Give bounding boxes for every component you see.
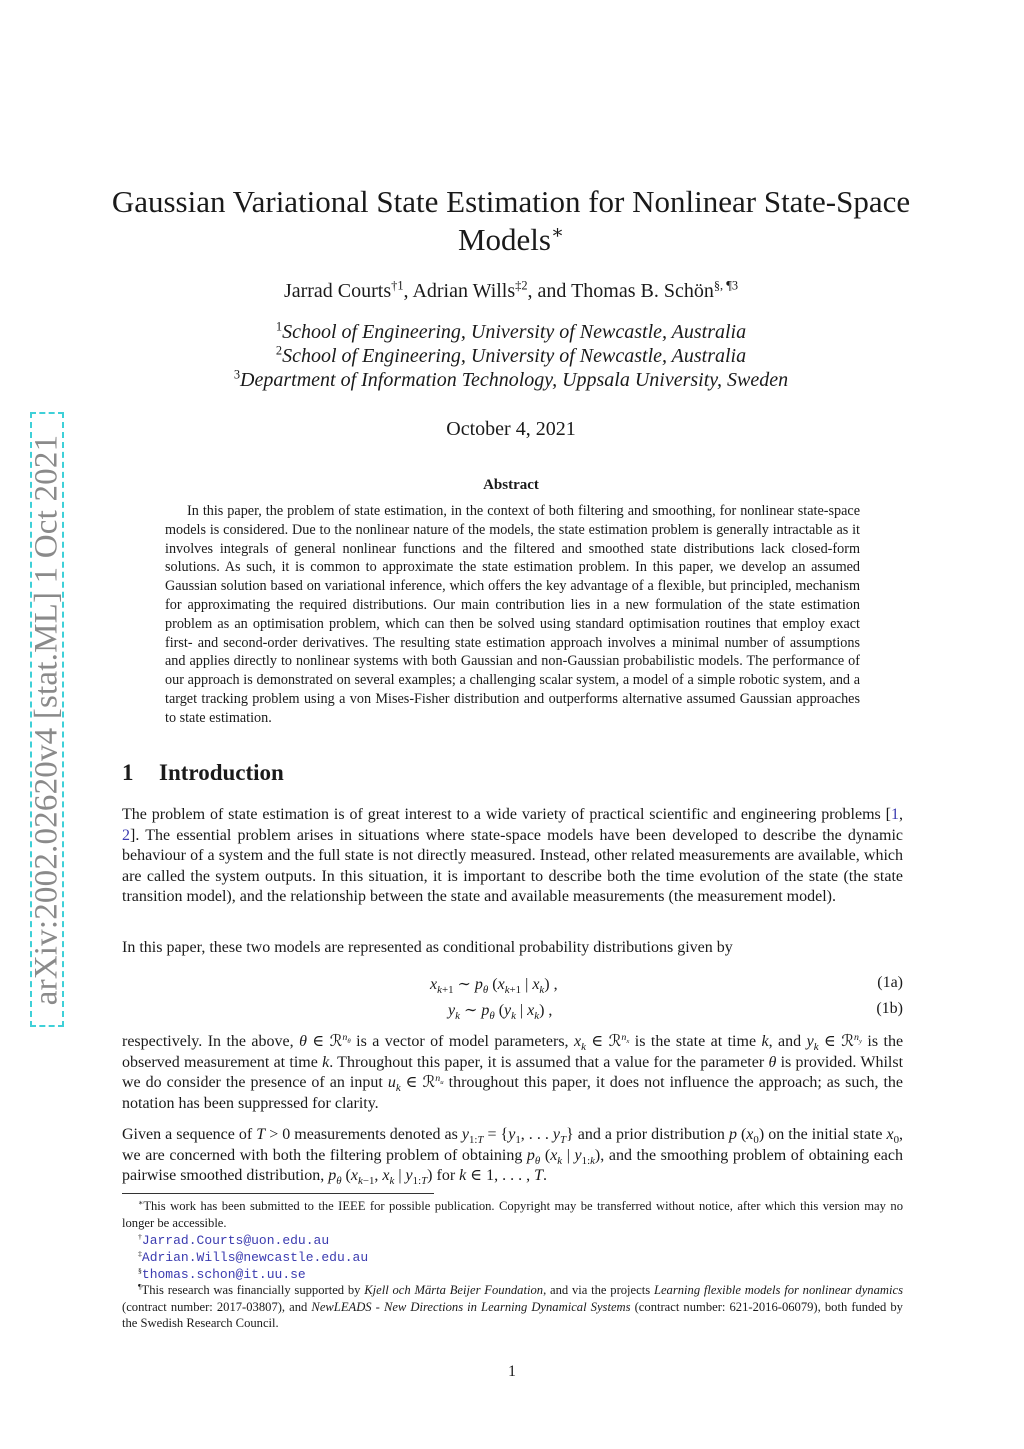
- author-3-mark: §, ¶3: [713, 278, 739, 293]
- section-number: 1: [122, 760, 134, 785]
- title-line-1: Gaussian Variational State Estimation for Nonlinear State-Space: [111, 184, 911, 219]
- footnote-1: ∗This work has been submitted to the IEEE for possible publication. Copyright may be transferred without notice, after which this version may no longer be accessible.: [122, 1197, 903, 1230]
- arxiv-identifier: arXiv:2002.02620v4 [stat.ML] 1 Oct 2021: [28, 434, 65, 1005]
- intro-paragraph-2: In this paper, these two models are represented as conditional probability distributions given by: [122, 939, 733, 956]
- author-2-mark: ‡2: [515, 278, 528, 293]
- equation-1b: $y_k$ ∼ $p_\theta$ ($y_k$ | $x_k$) ,: [448, 1002, 553, 1023]
- equation-1a-label: (1a): [877, 974, 903, 991]
- author-list: Jarrad Courts$^{\dagger 1}$, Adrian Wills$^{\ddagger 2}$, and Thomas B. Schön$^{\S, \P 3}$: [283, 278, 739, 302]
- page-number: 1: [508, 1363, 516, 1380]
- email-link-courts[interactable]: Jarrad.Courts@uon.edu.au: [141, 1233, 330, 1248]
- paper-date: October 4, 2021: [446, 418, 576, 440]
- email-link-wills[interactable]: Adrian.Wills@newcastle.edu.au: [141, 1250, 369, 1265]
- email-link-schon[interactable]: thomas.schon@it.uu.se: [141, 1267, 306, 1282]
- affiliations: [100, 320, 922, 392]
- equation-1b-label: (1b): [876, 1000, 903, 1017]
- intro-paragraph-3: respectively. In the above, θ ∈ ℛ$^{n_\theta}$ is a vector of model parameters, $x_k$ ∈ ℛ$^{n_x}$ is the state at time k, and $y_k$ ∈ ℛ$^{n_y}$ is the observed measurement at time k. Throughout this paper, it is assumed that a value for the parameter θ is provided. Whilst we do consider the presence of an input $u_k$ ∈ ℛ$^{n_u}$ throughout this paper, it does not influence the approach; as such, the notation has been suppressed for clarity.: [122, 1031, 904, 1112]
- section-title: Introduction: [159, 760, 284, 785]
- footnote-4: §thomas.schon@it.uu.se: [138, 1265, 306, 1282]
- citation-link-2[interactable]: 2: [122, 826, 130, 844]
- affiliation-1: $^1$School of Engineering, University of Newcastle, Australia: [275, 319, 747, 343]
- author-1: Jarrad Courts: [283, 280, 392, 302]
- footnote-divider: [122, 1193, 434, 1194]
- footnote-5: ¶This research was financially supported by Kjell och Märta Beijer Foundation, and via the projects Learning flexible models for nonlinear dynamics (contract number: 2017-03807), and NewLEADS - New Directions in Learning Dynamical Systems (contract number: 621-2016-06079), both funded by the Swedish Research Council.: [122, 1281, 903, 1330]
- affiliation-3: $^3$Department of Information Technology, Uppsala University, Sweden: [233, 367, 789, 391]
- footnote-3: ‡Adrian.Wills@newcastle.edu.au: [138, 1248, 369, 1265]
- footnote-2: †Jarrad.Courts@uon.edu.au: [138, 1231, 330, 1248]
- citation-link-1[interactable]: 1: [891, 806, 899, 823]
- paper-title: [100, 183, 922, 259]
- title-footnote-mark: ∗: [550, 222, 565, 244]
- arxiv-sidebar-stamp: [30, 412, 64, 1027]
- intro-paragraph-1: The problem of state estimation is of great interest to a wide variety of practical scientific and engineering problems [1, 2]. The essential problem arises in situations where state-space models have been developed to describe the dynamic behaviour of a system and the full state is not directly measured. Instead, other related measurements are available, which are called the system outputs. In this situation, it is important to describe both the time evolution of the state (the state transition model), and the relationship between the state and available measurements (the measurement model).: [122, 806, 903, 906]
- abstract-text: In this paper, the problem of state estimation, in the context of both filtering and smoothing, for nonlinear state-space models is considered. Due to the nonlinear nature of the models, the state estimation problem is generally intractable as it involves integrals of general nonlinear functions and the filtered and smoothed state distributions lack closed-form solutions. As such, it is common to approximate the state estimation problem. In this paper, we develop an assumed Gaussian solution based on variational inference, which offers the key advantage of a flexible, but principled, mechanism for approximating the required distributions. Our main contribution lies in a new formulation of the state estimation problem as an optimisation problem, which can then be solved using standard optimisation routines that employ exact first- and second-order derivatives. The resulting state estimation approach involves a minimal number of assumptions and applies directly to nonlinear systems with both Gaussian and non-Gaussian probabilistic models. The performance of our approach is demonstrated on several examples; a challenging scalar system, a model of a simple robotic system, and a target tracking problem using a von Mises-Fisher distribution and outperforms alternative assumed Gaussian approaches to state estimation.: [165, 503, 860, 726]
- affiliation-2: $^2$School of Engineering, University of Newcastle, Australia: [275, 343, 747, 367]
- abstract-heading: Abstract: [483, 477, 539, 493]
- intro-paragraph-4: Given a sequence of T > 0 measurements denoted as $y_{1:T} = \{y_1$, . . . $y_T$} and a prior distribution p $(x_0)$ on the initial state $x_0$, we are concerned with both the filtering problem of obtaining $p_\theta$ ($x_k$ | $y_{1:k}$), and the smoothing problem of obtaining each pairwise smoothed distribution, $p_\theta$ ($x_{k-1}$, $x_k$ | $y_{1:T}$) for k ∈ 1, . . . , T.: [122, 1126, 904, 1188]
- author-2: Adrian Wills: [412, 280, 516, 302]
- section-heading: [122, 760, 284, 786]
- title-line-2: Models∗: [457, 222, 565, 257]
- author-3: and Thomas B. Schön: [537, 280, 714, 302]
- author-1-mark: †1: [391, 278, 404, 293]
- equation-1a: $x_{k+1}$ ∼ $p_\theta$ ($x_{k+1}$ | $x_k$) ,: [430, 976, 558, 997]
